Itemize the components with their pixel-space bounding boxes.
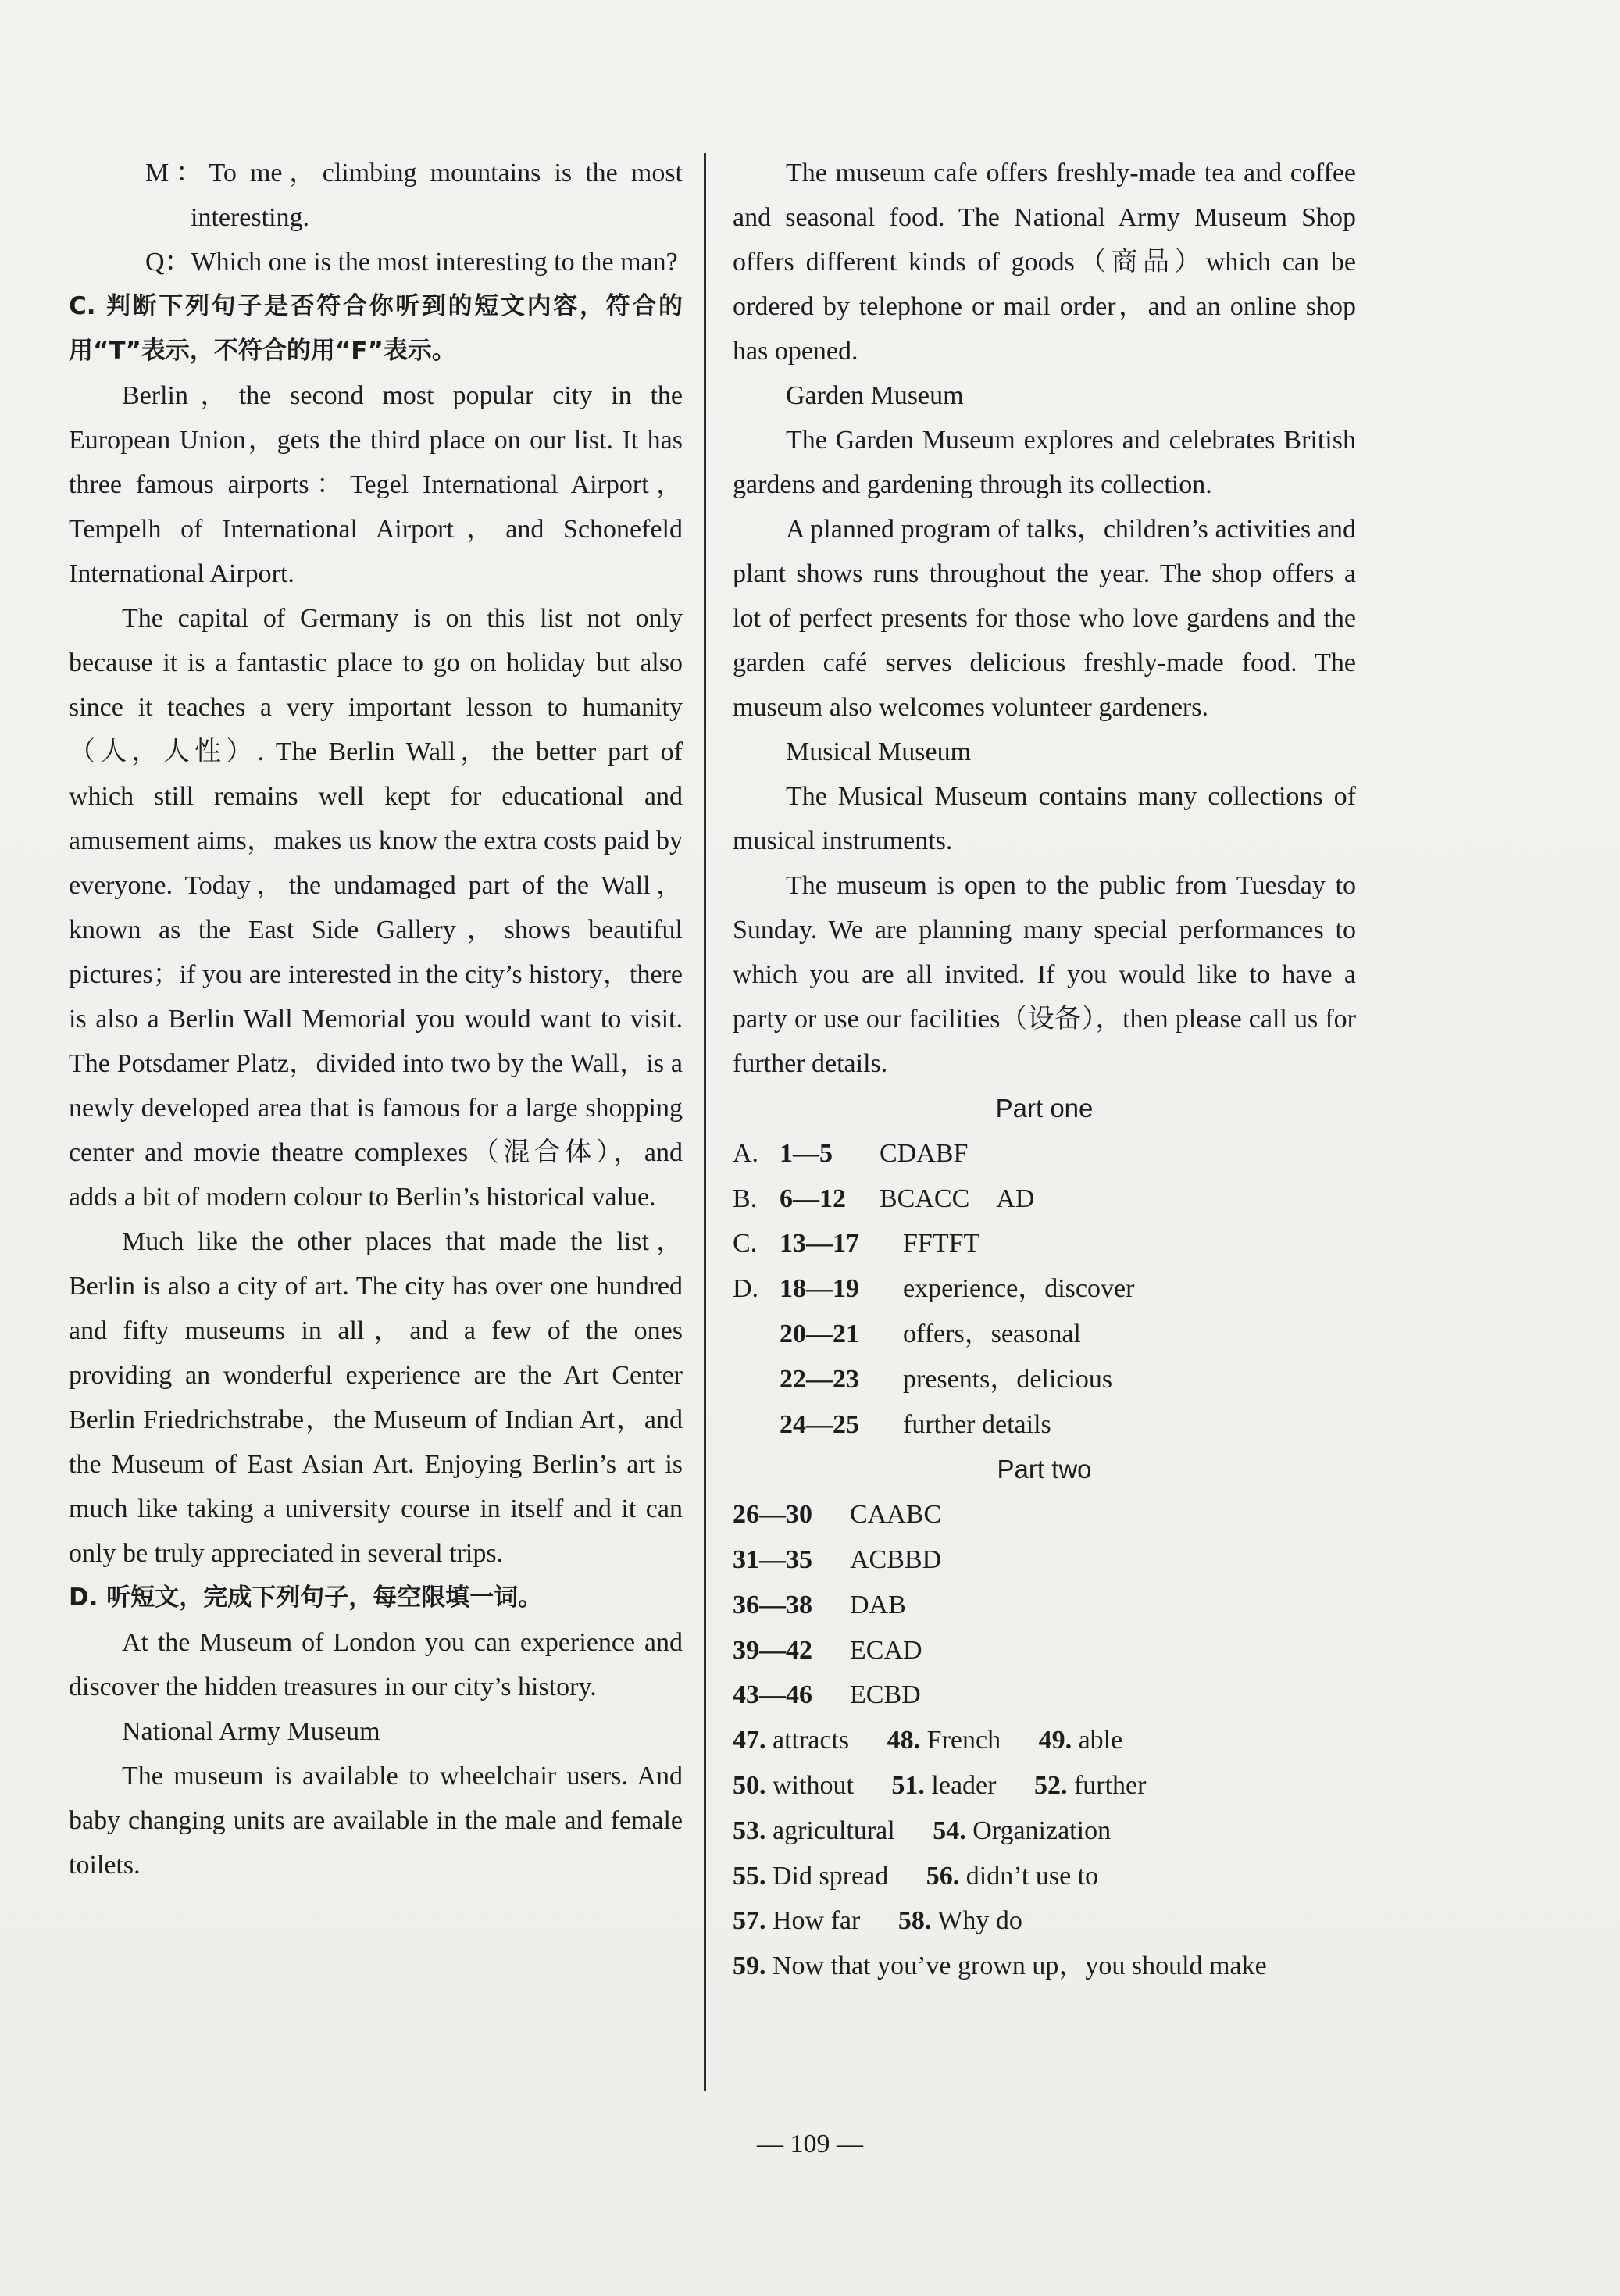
item-answer: Did spread <box>773 1861 889 1891</box>
musical-museum-title: Musical Museum <box>786 737 972 766</box>
item-answer: Organization <box>972 1816 1112 1845</box>
item-number: 57. <box>733 1906 766 1936</box>
answer-row <box>733 1221 1356 1266</box>
musical-paragraph-1: The Musical Museum contains many collections of musical instruments. <box>733 782 1356 855</box>
answer-label: D. <box>733 1274 759 1304</box>
item-number: 50. <box>733 1770 766 1800</box>
item-number: 56. <box>926 1861 960 1891</box>
item-answer: didn’t use to <box>965 1861 1099 1891</box>
answer-value: ACBBD <box>850 1544 942 1574</box>
answer-range: 43—46 <box>733 1680 812 1710</box>
item-answer: attracts <box>773 1726 850 1755</box>
answer-row <box>733 1537 1356 1583</box>
musical-paragraph-2: The museum is open to the public from Tuesday to Sunday. We are planning many special performances to which you are all invited. If you would like to have a party or use our facilities（设备），then please call us for further details. <box>733 871 1356 1078</box>
fill-row <box>733 1944 1356 1989</box>
item-number: 58. <box>897 1906 932 1936</box>
fill-row <box>733 1898 1356 1944</box>
answer-row <box>733 1131 1356 1177</box>
answer-label <box>733 1312 780 1357</box>
item-answer: without <box>773 1770 854 1800</box>
item-number: 53. <box>733 1816 766 1845</box>
berlin-paragraph-2: The capital of Germany is on this list not only because it is a fantastic place to go on holiday but also since it teaches a very important lesson to humanity（人，人性）. The Berlin Wall，the better part of which still remains well kept for educational and amusement aims，makes us know the extra costs paid by everyone. Today，the undamaged part of the Wall，known as the East Side Gallery，shows beautiful pictures；if you are interested in the city’s history，there is also a Berlin Wall Memorial you would want to visit. The Potsdamer Platz，divided into two by the Wall，is a newly developed area that is famous for a large shopping center and movie theatre complexes（混合体），and adds a bit of modern colour to Berlin’s historical value. <box>69 604 683 1212</box>
answer-row <box>733 1266 1356 1312</box>
answer-row <box>733 1402 1356 1448</box>
cafe-paragraph: The museum cafe offers freshly-made tea and coffee and seasonal food. The National Army Museum Shop offers different kinds of goods（商品）which can be ordered by telephone or mail order，and an online shop has opened. <box>733 159 1356 366</box>
answer-range: 24—25 <box>780 1409 859 1439</box>
answer-row <box>733 1673 1356 1718</box>
item-answer: further <box>1073 1770 1147 1800</box>
fill-row <box>733 1763 1356 1809</box>
item-number: 49. <box>1038 1726 1072 1755</box>
berlin-paragraph-3: Much like the other places that made the list，Berlin is also a city of art. The city has over one hundred and fifty museums in all，and a few of the ones providing an wonderful experience are the Art Center Berlin Friedrichstrabe，the Museum of Indian Art，and the Museum of East Asian Art. Enjoying Berlin’s art is much like taking a university course in itself and it can only be truly appreciated in several trips. <box>69 1227 683 1568</box>
berlin-paragraph-1: Berlin，the second most popular city in the European Union，gets the third place on our list. It has three famous airports：Tegel International Airport，Tempelh of International Airport，and Schonefeld International Airport. <box>69 381 683 588</box>
item-answer: How far <box>773 1906 861 1936</box>
fill-row <box>733 1854 1356 1899</box>
answer-range: 31—35 <box>733 1544 812 1574</box>
answer-label: C. <box>733 1229 758 1259</box>
section-c-heading: C. 判断下列句子是否符合你听到的短文内容，符合的用“T”表示，不符合的用“F”表示。 <box>69 292 683 365</box>
fill-row <box>733 1718 1356 1763</box>
answer-range: 20—21 <box>780 1319 859 1348</box>
answer-label: B. <box>733 1184 758 1213</box>
part-one-answers <box>733 1131 1356 1448</box>
item-answer: French <box>926 1726 1001 1755</box>
national-army-museum-title: National Army Museum <box>122 1717 380 1746</box>
army-museum-paragraph: The museum is available to wheelchair users. And baby changing units are available in the male and female toilets. <box>69 1762 683 1880</box>
answer-value: CDABF <box>880 1138 969 1168</box>
answer-row <box>733 1357 1356 1402</box>
answer-range: 22—23 <box>780 1364 859 1394</box>
item-answer: leader <box>931 1770 997 1800</box>
answer-row <box>733 1312 1356 1357</box>
answer-label: A. <box>733 1138 759 1168</box>
garden-paragraph-2: A planned program of talks，children’s activities and plant shows runs throughout the year. The shop offers a lot of perfect presents for those who love gardens and the garden café serves delicious freshly-made food. The museum also welcomes volunteer gardeners. <box>733 515 1356 722</box>
dialogue-m-line: M：To me，climbing mountains is the most interesting. <box>145 159 683 232</box>
garden-museum-title: Garden Museum <box>786 381 964 410</box>
right-column <box>733 151 1356 1989</box>
item-number: 51. <box>891 1770 925 1800</box>
answer-range: 26—30 <box>733 1500 812 1530</box>
left-column <box>69 151 683 1887</box>
item-number: 59. <box>733 1951 766 1981</box>
answer-row <box>733 1492 1356 1537</box>
item-number: 54. <box>933 1816 966 1845</box>
answer-row <box>733 1177 1356 1222</box>
answer-label <box>733 1402 780 1448</box>
item-answer: Why do <box>937 1906 1022 1936</box>
dialogue-q-line: Q：Which one is the most interesting to the man? <box>145 248 678 277</box>
answer-value: FFTFT <box>903 1229 980 1259</box>
answer-row <box>733 1583 1356 1628</box>
section-d-heading: D. 听短文，完成下列句子，每空限填一词。 <box>69 1584 543 1612</box>
answer-value: CAABC <box>850 1500 942 1530</box>
answer-range: 39—42 <box>733 1635 812 1665</box>
part-two-label: Part two <box>997 1455 1092 1484</box>
page-number: — 109 — <box>757 2130 863 2159</box>
answer-range: 13—17 <box>780 1229 859 1259</box>
answer-value: DAB <box>850 1590 906 1619</box>
item-number: 47. <box>733 1726 766 1755</box>
answer-value: offers，seasonal <box>903 1319 1081 1348</box>
fill-row <box>733 1809 1356 1854</box>
answer-range: 18—19 <box>780 1274 859 1304</box>
part-two-answers <box>733 1492 1356 1989</box>
answer-value: ECAD <box>850 1635 922 1665</box>
answer-value: ECBD <box>850 1680 921 1710</box>
london-paragraph: At the Museum of London you can experience and discover the hidden treasures in our city’s history. <box>69 1628 683 1701</box>
item-number: 55. <box>733 1861 766 1891</box>
garden-paragraph-1: The Garden Museum explores and celebrates British gardens and gardening through its collection. <box>733 426 1356 499</box>
answer-range: 36—38 <box>733 1590 812 1619</box>
answer-value: BCACC AD <box>880 1184 1035 1213</box>
item-number: 52. <box>1033 1770 1068 1800</box>
answer-range: 1—5 <box>780 1138 833 1168</box>
answer-label <box>733 1357 780 1402</box>
item-answer: Now that you’ve grown up，you should make <box>773 1951 1267 1981</box>
answer-range: 6—12 <box>780 1184 846 1213</box>
answer-row <box>733 1628 1356 1673</box>
item-answer: agricultural <box>773 1816 895 1845</box>
answer-value: experience，discover <box>903 1274 1135 1304</box>
item-answer: able <box>1078 1726 1123 1755</box>
answer-value: further details <box>903 1409 1051 1439</box>
answer-value: presents，delicious <box>903 1364 1113 1394</box>
part-one-label: Part one <box>995 1094 1094 1123</box>
item-number: 48. <box>887 1726 921 1755</box>
column-divider <box>704 153 706 2091</box>
